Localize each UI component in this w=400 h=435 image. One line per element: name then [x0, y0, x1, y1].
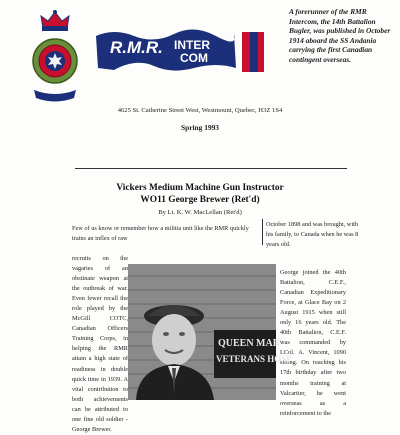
portrait-photo	[128, 264, 292, 400]
regiment-crest	[26, 6, 84, 106]
article-lead-paragraph: Few of us know or remember how a militia unit like the RMR quickly trains an inflex of raw	[72, 225, 249, 243]
sidebar-note: A forerunner of the RMR Intercom, the 14th Battalion Bugler, was published in October 1914 aboard the SS Andania carrying the first Canadian contingent overseas.	[289, 7, 391, 64]
rmr-intercom-logo	[94, 22, 266, 80]
svg-text:COM: COM	[180, 51, 208, 65]
byline: By Lt. K. W. MacLellan (Ret'd)	[158, 209, 242, 216]
issue-date: Spring 1993	[181, 123, 219, 132]
address: 4625 St. Catherine Street West, Westmount, Quebec, H3Z 1S4	[117, 107, 283, 114]
headline-line-2: WO11 George Brewer (Ret'd)	[140, 195, 260, 205]
header-rule	[75, 168, 347, 169]
svg-text:R.M.R.: R.M.R.	[110, 38, 163, 57]
article-column-1-text: recruits on the vagaries of an obstinate weapon at the outbreak of war. Even fewer recall the role played by the McGill COTC, Canadian Officers Training Corps, in helping the RMR attain a high state of readiness in double quick time in 1939. A vital contribution to both achievements can be attributed to one fine old soldier - George Brewer.	[72, 255, 128, 433]
article-column-2-text: October 1898 and was brought, with his family, to Canada when he was 8 years old.	[266, 221, 359, 249]
headline-line-1: Vickers Medium Machine Gun Instructor	[116, 183, 284, 193]
svg-text:QUEEN MAR: QUEEN MAR	[218, 338, 280, 349]
svg-text:VETERANS HOSP: VETERANS HOSP	[216, 354, 292, 364]
crest-emblem	[26, 6, 84, 106]
article-headline	[0, 182, 400, 206]
article-column-3-text: George joined the 40th Battalion, C.E.F., Canadian Expeditionary Force, at Glace Bay on 2 August 1915 when still only 16 years old. The 40th Battalion, C.E.F. was commanded by LCol. A. Vincent, 1090 strong. On reaching his 17th birthday after two months training at Valcartier, he went overseas as a reinforcement to the	[280, 269, 346, 417]
logo-banner	[94, 22, 266, 80]
svg-text:INTER: INTER	[174, 38, 210, 52]
photo-image	[128, 264, 292, 400]
column-divider	[262, 219, 263, 245]
